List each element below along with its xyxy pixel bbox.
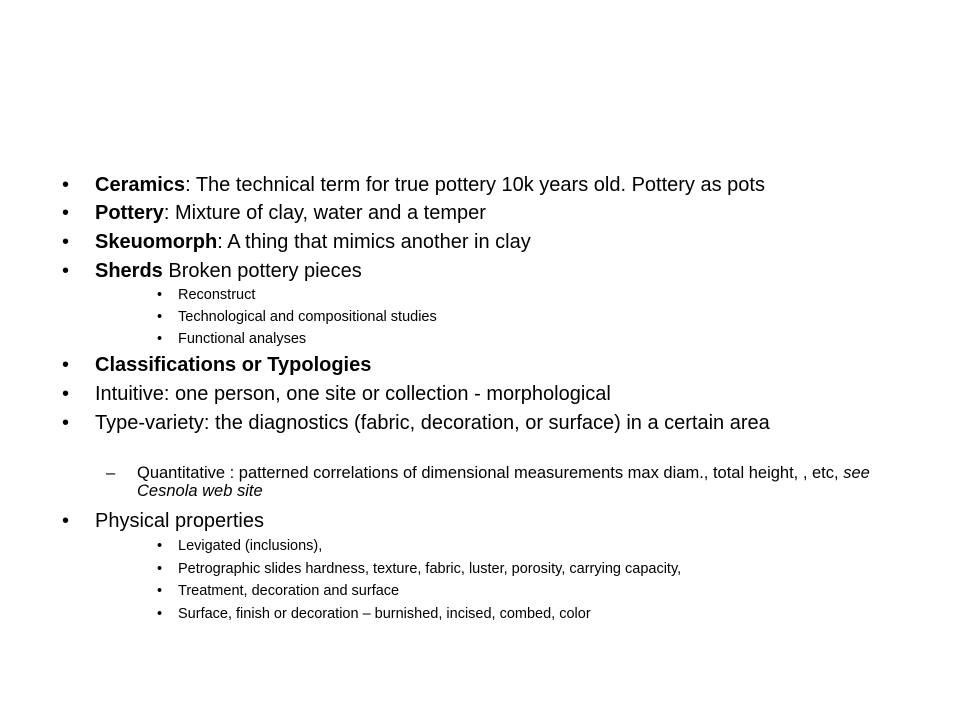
bullet-marker: •	[157, 583, 163, 599]
bullet-marker: •	[157, 309, 163, 325]
sub-bullet-petrographic	[157, 561, 682, 577]
sub-bullet-text: Treatment, decoration and surface	[178, 583, 400, 599]
bullet-marker: •	[157, 561, 163, 577]
sub-bullet-reconstruct	[157, 287, 256, 303]
bullet-type-variety	[62, 412, 865, 434]
bullet-marker: •	[62, 231, 70, 253]
dash-item-quantitative	[106, 464, 897, 500]
definition-ceramics: : The technical term for true pottery 10k years old. Pottery as pots	[185, 174, 765, 196]
bullet-marker: •	[62, 202, 70, 224]
sub-bullet-text: Surface, finish or decoration – burnished, incised, combed, color	[178, 606, 591, 622]
bullet-marker: •	[62, 383, 70, 405]
bullet-marker: •	[157, 331, 163, 347]
bullet-marker: •	[62, 260, 70, 282]
sub-bullet-levigated	[157, 538, 323, 554]
definition-pottery: : Mixture of clay, water and a temper	[163, 202, 486, 224]
sub-bullet-functional	[157, 331, 307, 347]
sub-bullet-technological	[157, 309, 437, 325]
bullet-marker: •	[157, 287, 163, 303]
sub-bullet-text: Reconstruct	[178, 287, 256, 303]
bullet-marker: •	[62, 412, 70, 434]
bullet-marker: •	[62, 510, 70, 532]
bullet-classifications	[62, 354, 372, 376]
bullet-text-physical-properties: Physical properties	[95, 510, 264, 532]
sub-bullet-surface	[157, 606, 591, 622]
bullet-text-type-variety: Type-variety: the diagnostics (fabric, decoration, or surface) in a certain area	[95, 412, 770, 434]
definition-sherds: Broken pottery pieces	[162, 260, 362, 282]
bullet-pottery	[62, 202, 486, 224]
dash-marker: –	[106, 464, 116, 482]
term-skeuomorph: Skeuomorph	[95, 231, 218, 253]
bullet-sherds	[62, 260, 362, 282]
term-classifications: Classifications or Typologies	[95, 354, 372, 376]
definition-skeuomorph: : A thing that mimics another in clay	[217, 231, 531, 253]
bullet-intuitive	[62, 383, 611, 405]
bullet-text-intuitive: Intuitive: one person, one site or collection - morphological	[95, 383, 611, 405]
sub-bullet-text: Technological and compositional studies	[178, 309, 437, 325]
cesnola-reference: see Cesnola web site	[137, 464, 870, 500]
sub-bullet-text: Functional analyses	[178, 331, 307, 347]
bullet-skeuomorph	[62, 231, 531, 253]
bullet-marker: •	[157, 538, 163, 554]
dash-item-text: Quantitative : patterned correlations of dimensional measurements max diam., total height, , etc,	[137, 464, 844, 482]
sub-bullet-text: Petrographic slides hardness, texture, fabric, luster, porosity, carrying capacity,	[178, 561, 682, 577]
bullet-ceramics	[62, 174, 765, 196]
term-ceramics: Ceramics	[95, 174, 186, 196]
bullet-marker: •	[157, 606, 163, 622]
sub-bullet-text: Levigated (inclusions),	[178, 538, 323, 554]
sub-bullet-treatment	[157, 583, 400, 599]
bullet-marker: •	[62, 354, 70, 376]
term-sherds: Sherds	[95, 260, 163, 282]
bullet-physical-properties	[62, 510, 264, 532]
term-pottery: Pottery	[95, 202, 164, 224]
bullet-marker: •	[62, 174, 70, 196]
